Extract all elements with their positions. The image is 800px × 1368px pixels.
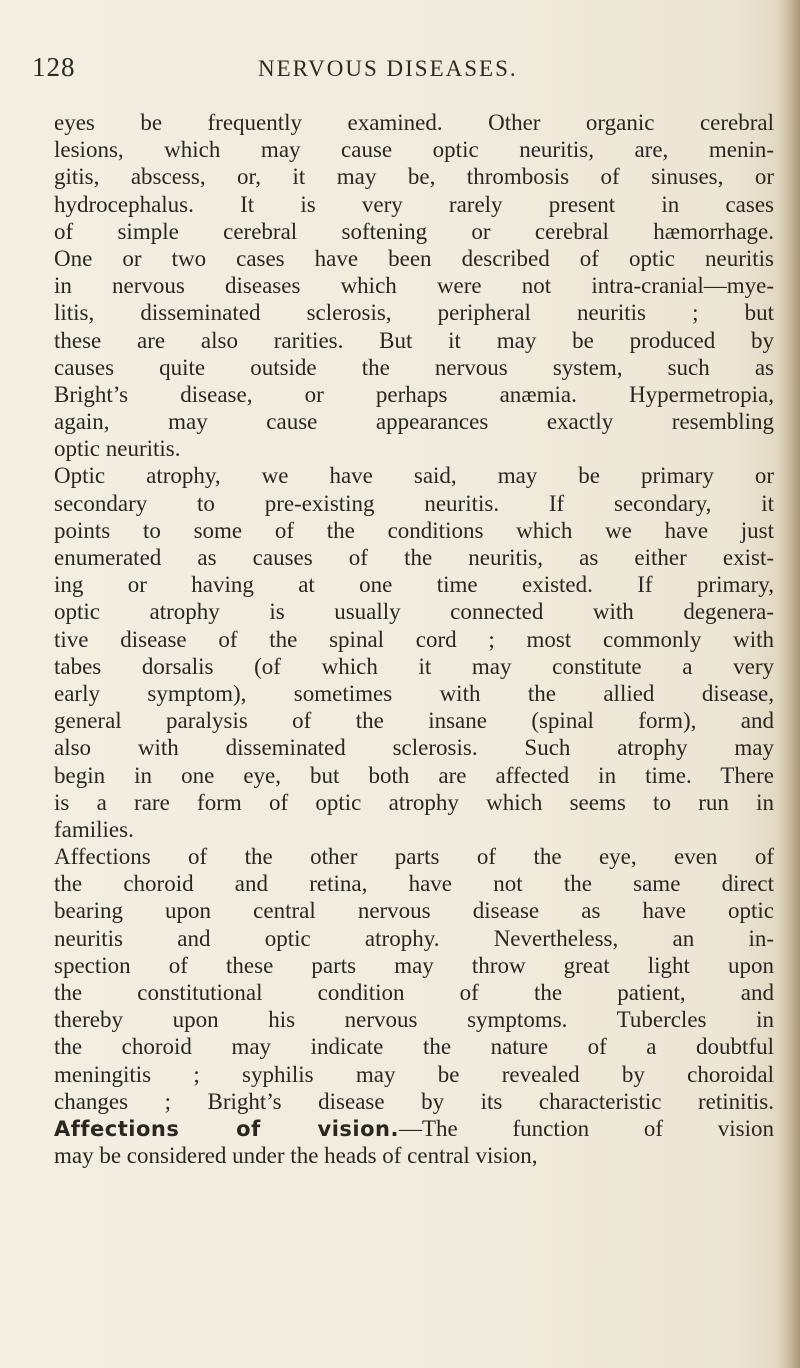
text-line: families. — [54, 816, 134, 842]
text-line: begin in one eye, but both are affected in time. There — [54, 762, 774, 788]
text-line: meningitis ; syphilis may be revealed by choroidal — [54, 1061, 774, 1087]
text-line: spection of these parts may throw great light upon — [54, 952, 774, 978]
text-line: points to some of the conditions which we have just — [54, 517, 774, 543]
text-line: also with disseminated sclerosis. Such atrophy may — [54, 735, 774, 761]
text-line: again, may cause appearances exactly resembling — [54, 409, 774, 435]
text-line: the choroid may indicate the nature of a doubtful — [54, 1034, 774, 1060]
text-line: changes ; Bright’s disease by its characteristic retinitis. — [54, 1088, 774, 1114]
text-line: ing or having at one time existed. If primary, — [54, 572, 774, 598]
text-line: bearing upon central nervous disease as have optic — [54, 898, 774, 924]
running-head — [0, 50, 800, 84]
text-line: these are also rarities. But it may be produced by — [54, 327, 774, 353]
section-heading-line — [54, 1115, 774, 1142]
text-line: is a rare form of optic atrophy which seems to run in — [54, 789, 774, 815]
text-line: early symptom), sometimes with the allied disease, — [54, 680, 774, 706]
text-line: the constitutional condition of the patient, and — [54, 980, 774, 1005]
text-line: the choroid and retina, have not the same direct — [54, 871, 774, 897]
text-line: Bright’s disease, or perhaps anæmia. Hypermetropia, — [54, 381, 774, 407]
running-title: NERVOUS DISEASES. — [258, 56, 518, 81]
section-heading-continuation: —The function of vision — [398, 1115, 774, 1141]
text-line: optic neuritis. — [54, 436, 181, 462]
text-line: gitis, abscess, or, it may be, thrombosis of sinuses, or — [54, 164, 774, 190]
text-line: thereby upon his nervous symptoms. Tubercles in — [54, 1007, 774, 1033]
body-text — [54, 109, 774, 1169]
text-line: enumerated as causes of the neuritis, as either exist- — [54, 545, 774, 570]
text-line: of simple cerebral softening or cerebral hæmorrhage. — [54, 218, 774, 244]
text-line: causes quite outside the nervous system, such as — [54, 354, 774, 380]
page-number: 128 — [32, 52, 76, 82]
text-line: secondary to pre-existing neuritis. If secondary, it — [54, 490, 774, 516]
text-line: neuritis and optic atrophy. Nevertheless, an in- — [54, 925, 774, 951]
text-line: One or two cases have been described of optic neuritis — [54, 245, 774, 271]
text-line: Affections of the other parts of the eye, even of — [54, 844, 774, 870]
text-line: in nervous diseases which were not intra-cranial—mye- — [54, 273, 774, 299]
text-line: optic atrophy is usually connected with degenera- — [54, 599, 774, 625]
text-line: may be considered under the heads of central vision, — [54, 1143, 538, 1169]
page-edge-shadow — [778, 0, 800, 1368]
text-line: eyes be frequently examined. Other organic cerebral — [54, 110, 774, 135]
text-line: lesions, which may cause optic neuritis, are, menin- — [54, 137, 774, 163]
text-line: hydrocephalus. It is very rarely present in cases — [54, 191, 774, 217]
text-line: Optic atrophy, we have said, may be primary or — [54, 463, 774, 489]
text-line: general paralysis of the insane (spinal form), and — [54, 708, 774, 734]
section-heading: Affections of vision. — [54, 1116, 399, 1141]
text-line: litis, disseminated sclerosis, peripheral neuritis ; but — [54, 300, 774, 326]
text-line: tive disease of the spinal cord ; most commonly with — [54, 626, 774, 652]
text-line: tabes dorsalis (of which it may constitute a very — [54, 653, 774, 679]
